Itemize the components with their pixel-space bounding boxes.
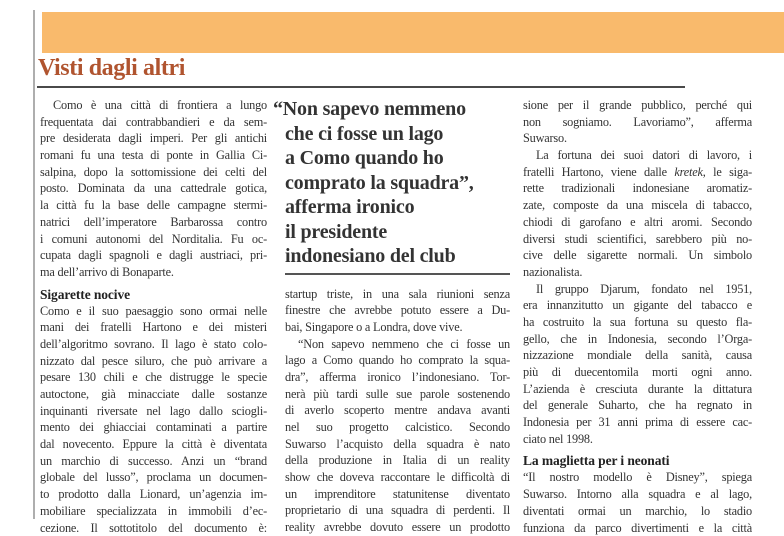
article-line: lago a Como quando ho comprato la squa- (285, 352, 510, 369)
article-line: frequentata dai contrabbandieri e da sem- (40, 114, 267, 131)
article-line: i comuni autonomi del Norditalia. Fu oc- (40, 231, 267, 248)
article-line: nizzazione mondiale della sanità, causa (523, 347, 752, 364)
article-line: L’azienda è cresciuta durante la dittatura (523, 381, 752, 398)
article-body (40, 97, 752, 519)
section-banner (42, 12, 784, 53)
article-line: salpina, dopo la sottomissione dei celti del (40, 164, 267, 181)
article-subhead: La maglietta per i neonati (523, 452, 752, 469)
article-line: diventati ormai un marchio, lo stadio (523, 503, 752, 520)
pull-quote-line: “Non sapevo nemmeno (273, 97, 510, 122)
pull-quote-line: che ci fosse un lago (285, 122, 510, 147)
article-line: show che doveva raccontare le difficoltà di (285, 469, 510, 486)
article-line: proprietario di una squadra di perdenti. Il (285, 502, 510, 519)
article-line: sione per il grande pubblico, perché qui (523, 97, 752, 114)
article-line: Il gruppo Djarum, fondato nel 1951, (523, 281, 752, 298)
article-line: dell’algoritmo sovrano. Il lago è stato colo- (40, 336, 267, 353)
article-line: un imprenditore statunitense diventato (285, 486, 510, 503)
article-line: natrici dell’imperatore Barbarossa contro (40, 214, 267, 231)
section-title: Visti dagli altri (38, 55, 185, 82)
article-line: pre desiderata dagli imperi. Per gli antichi (40, 130, 267, 147)
article-line: pesare 130 chili e che distrugge le specie (40, 369, 267, 386)
article-line: “Il nostro modello è Disney”, spiega (523, 469, 752, 486)
article-line: funziona da parco divertimenti e la città (523, 520, 752, 536)
article-line: La fortuna dei suoi datori di lavoro, i (523, 147, 752, 164)
article-column-2 (285, 97, 510, 536)
article-line: inquinanti riversate nel lago dallo sciogli- (40, 403, 267, 420)
article-line: Como e il suo paesaggio sono ormai nelle (40, 303, 267, 320)
article-line: era innanzitutto un gigante del tabacco e (523, 297, 752, 314)
article-line: più di duecentomila morti ogni anno. (523, 364, 752, 381)
article-line: la città fu la base delle campagne stermi- (40, 197, 267, 214)
pull-quote (285, 97, 510, 269)
article-line: nizzato dal pesce siluro, che può arrivare a (40, 353, 267, 370)
article-line: rette tradizionali indonesiane aromatiz- (523, 180, 752, 197)
section-title-divider (37, 86, 685, 88)
article-line: di averlo scoperto mentre andava avanti (285, 402, 510, 419)
article-line: to prodotto dalla Lionard, un’agenzia im- (40, 486, 267, 503)
article-line: della produzione in Italia di un reality (285, 452, 510, 469)
article-subhead: Sigarette nocive (40, 286, 267, 303)
article-line: nazionalista. (523, 264, 752, 281)
article-column-3 (523, 97, 752, 536)
article-line: un marchio di successo. Anzi un “brand (40, 453, 267, 470)
article-column-1 (40, 97, 267, 536)
article-line: autoctone, già minacciate dalle sostanze (40, 386, 267, 403)
article-line: chiodi di garofano e altri aromi. Secondo (523, 214, 752, 231)
pull-quote-line: a Como quando ho (285, 146, 510, 171)
article-line: cupata dagli spagnoli e dagli austriaci, pri- (40, 247, 267, 264)
article-line: Como è una città di frontiera a lungo (40, 97, 267, 114)
article-line: ha costruito la sua fortuna su questo fla- (523, 314, 752, 331)
pull-quote-line: indonesiano del club (285, 244, 510, 269)
article-line: zate, composte da una miscela di tabacco, (523, 197, 752, 214)
article-line: cezione. Il sottotitolo del documento è: (40, 520, 267, 536)
article-line: diversi studi scientifici, sarebbero più no- (523, 231, 752, 248)
article-line: reality avrebbe dovuto essere un prodotto (285, 519, 510, 536)
page-edge-line (33, 10, 35, 519)
article-line: dal novecento. Eppure la città è diventata (40, 436, 267, 453)
article-line: “Non sapevo nemmeno che ci fosse un (285, 336, 510, 353)
article-line: cive delle sigarette normali. Un simbolo (523, 247, 752, 264)
pull-quote-line: il presidente (285, 220, 510, 245)
article-line: Indonesia per 31 anni prima di essere cac- (523, 414, 752, 431)
article-line: nerà più tardi sulle sue parole sostenendo (285, 386, 510, 403)
article-line: fratelli Hartono, viene dalle kretek, le siga- (523, 164, 752, 181)
pull-quote-divider (285, 273, 510, 275)
pull-quote-line: afferma ironico (285, 195, 510, 220)
article-line: romani fu una testa di ponte in Gallia Ci- (40, 147, 267, 164)
article-line: del generale Suharto, che ha regnato in (523, 397, 752, 414)
article-line: posto. Dominata da una cattedrale gotica, (40, 180, 267, 197)
article-line: startup triste, in una sala riunioni senza (285, 286, 510, 303)
article-line: mobiliare specializzata in immobili d’ec- (40, 503, 267, 520)
article-line: mani dei fratelli Hartono e dei misteri (40, 319, 267, 336)
article-line: globale del lusso”, proclama un documen- (40, 469, 267, 486)
article-line: non sogniamo. Lavoriamo”, afferma (523, 114, 752, 131)
pull-quote-line: comprato la squadra”, (285, 171, 510, 196)
article-line: dra”, afferma ironico l’indonesiano. Tor- (285, 369, 510, 386)
article-line: nel suo progetto calcistico. Secondo (285, 419, 510, 436)
article-line: ciato nel 1998. (523, 431, 752, 448)
article-line: Suwarso. (523, 130, 752, 147)
article-line: finestre che avrebbe potuto essere a Du- (285, 302, 510, 319)
article-line: mento dei ghiacciai contaminati a partire (40, 419, 267, 436)
article-line: gello, che in Indonesia, secondo l’Orga- (523, 331, 752, 348)
article-line: Suwarso l’acquisto della squadra è nato (285, 436, 510, 453)
article-line: Suwarso. Intorno alla squadra e al lago, (523, 486, 752, 503)
article-line: bai, Singapore o a Londra, dove vive. (285, 319, 510, 336)
article-line: ma dell’arrivo di Bonaparte. (40, 264, 267, 281)
